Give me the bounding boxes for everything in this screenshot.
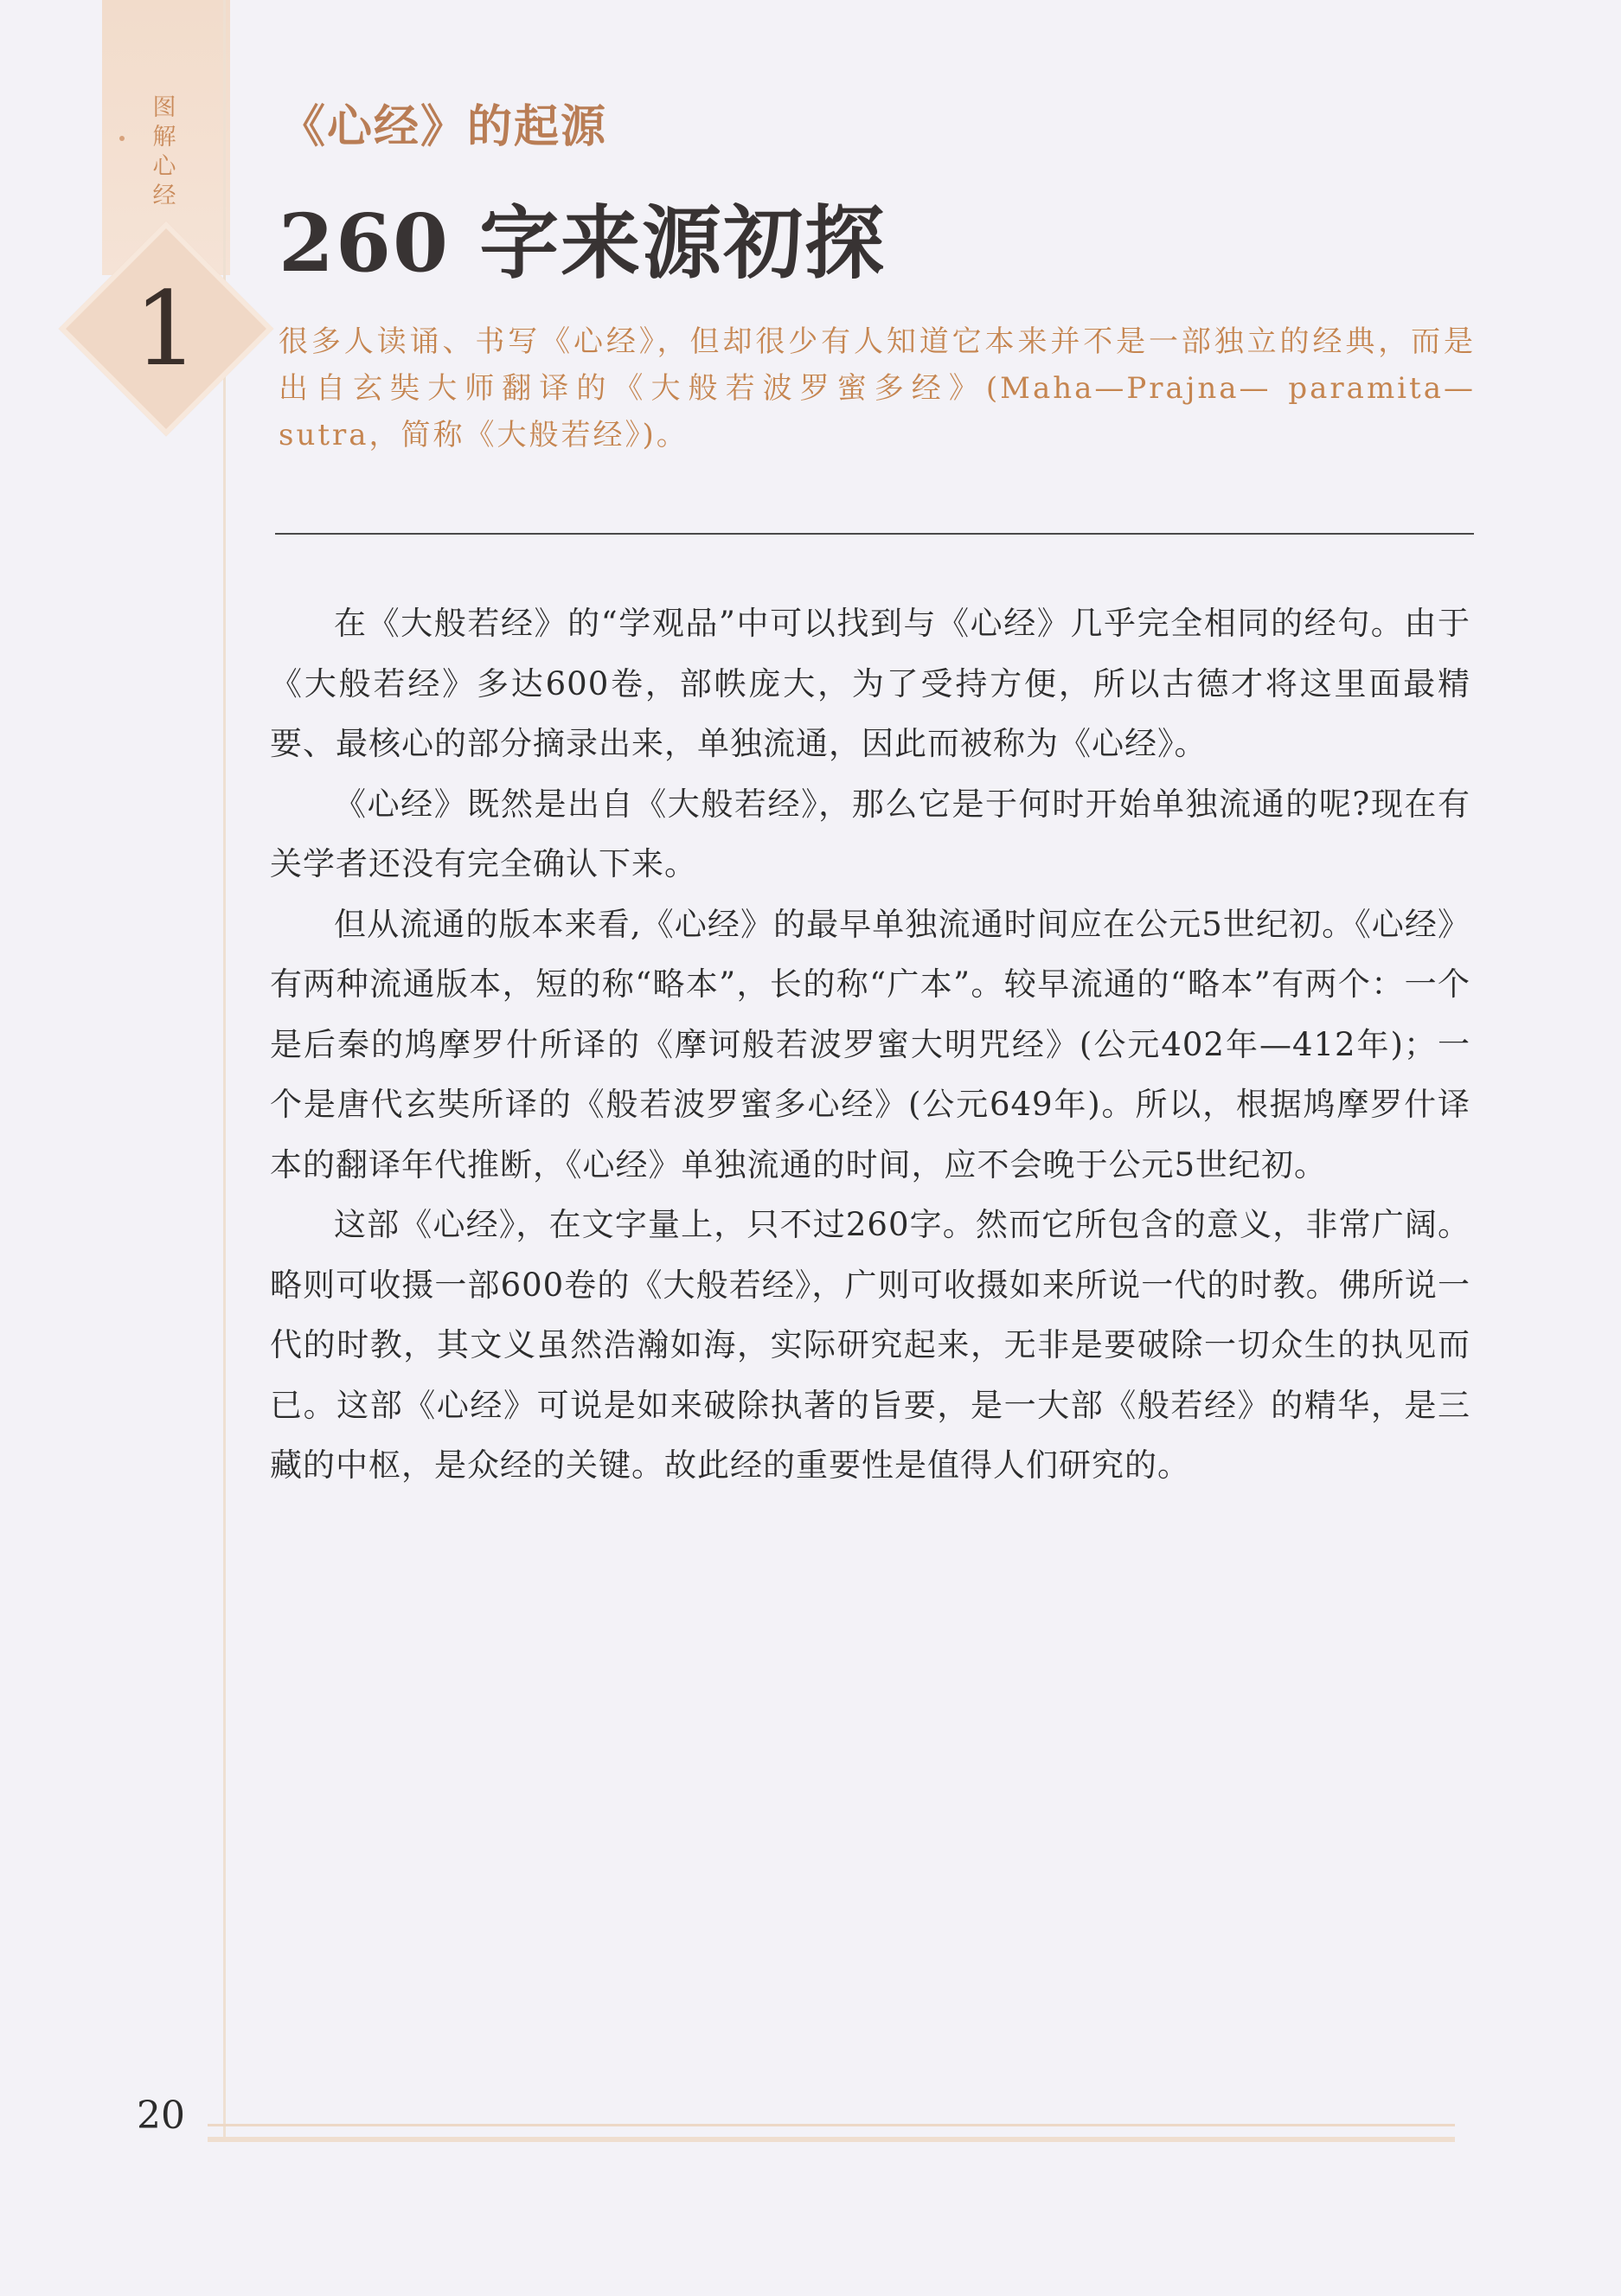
page-number: 20 [137,2094,185,2138]
body-paragraph: 《心经》既然是出自《大般若经》，那么它是于何时开始单独流通的呢?现在有关学者还没有完全确认下来。 [270,785,1470,882]
book-label: 图解心经 [152,94,176,209]
body-paragraph: 这部《心经》，在文字量上，只不过260字。然而它所包含的意义，非常广阔。略则可收摄一部600卷的《大般若经》，广则可收摄如来所说一代的时教。佛所说一代的时教，其文义虽然浩瀚如海，实际研究起来，无非是要破除一切众生的执见而已。这部《心经》可说是如来破除执著的旨要，是一大部《般若经》的精华，是三藏的中枢，是众经的关键。故此经的重要性是值得人们研究的。 [270,1206,1470,1484]
body-paragraph: 但从流通的版本来看,《心经》的最早单独流通时间应在公元5世纪初。《心经》有两种流通版本，短的称“略本”，长的称“广本”。较早流通的“略本”有两个：一个是后秦的鸠摩罗什所译的《摩诃般若波罗蜜大明咒经》(公元402年—412年)；一个是唐代玄奘所译的《般若波罗蜜多心经》(公元649年)。所以，根据鸠摩罗什译本的翻译年代推断，《心经》单独流通的时间，应不会晚于公元5世纪初。 [270,905,1470,1183]
chapter-number: 1 [133,269,199,388]
body-paragraph: 在《大般若经》的“学观品”中可以找到与《心经》几乎完全相同的经句。由于《大般若经》多达600卷，部帙庞大，为了受持方便，所以古德才将这里面最精要、最核心的部分摘录出来，单独流通，因此而被称为《心经》。 [270,605,1470,762]
page-title: 260 字来源初探 [279,196,887,290]
footer-band [208,2137,1455,2142]
footer-line [208,2124,1455,2126]
divider [275,533,1474,535]
side-dot [119,136,125,141]
section-kicker: 《心经》的起源 [280,100,608,153]
intro-text: 很多人读诵、书写《心经》，但却很少有人知道它本来并不是一部独立的经典，而是出自玄奘大师翻译的《大般若波罗蜜多经》(Maha—Prajna— paramita—sutra，简称《大般若经》)。 [279,324,1476,452]
body-text [270,593,1470,1496]
